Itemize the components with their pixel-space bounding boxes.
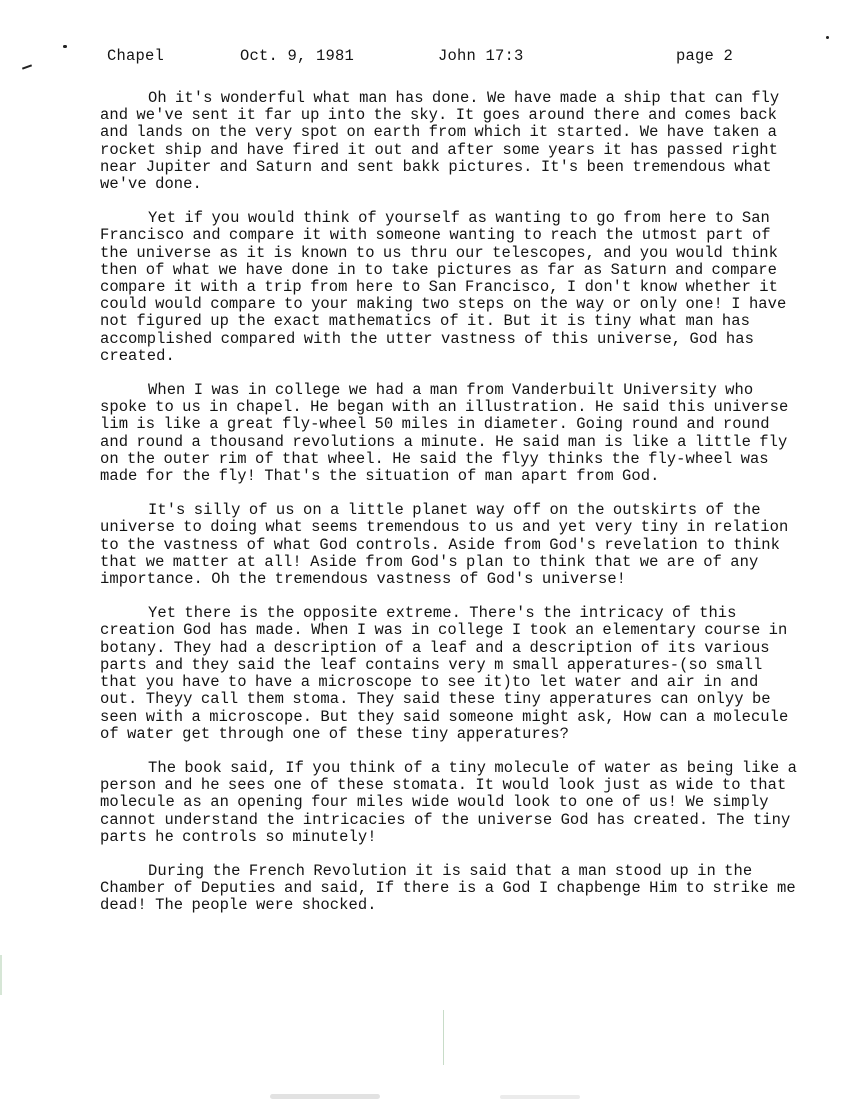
- scan-edge-mark: [0, 955, 2, 995]
- sermon-body: [100, 90, 800, 932]
- paragraph-san-francisco: Yet if you would think of yourself as wanting to go from here to San Francisco and compare it with someone wanting to reach the utmost part of the universe as it is known to us thru our telescopes, and you would think then of what we have done in to take pictures as far as Saturn and compare compare it with a trip from here to San Francisco, I don't know whether it could would compare to your making two steps on the way or only one! I have not figured up the exact mathematics of it. But it is tiny what man has accomplished compared with the utter vastness of this universe, God has created.: [100, 209, 787, 365]
- page-header: [0, 47, 853, 67]
- header-date: Oct. 9, 1981: [240, 47, 355, 65]
- scan-smudge: [270, 1094, 380, 1099]
- header-location: Chapel: [107, 47, 165, 65]
- scan-smudge: [500, 1095, 580, 1099]
- paragraph-fly-wheel: When I was in college we had a man from Vanderbuilt University who spoke to us in chapel. He began with an illustration. He said this universe lim is like a great fly-wheel 50 miles in diameter. Going round and round and round a thousand revolutions a minute. He said man is like a little fly on the outer rim of that wheel. He said the flyy thinks the fly-wheel was made for the fly! That's the situation of man apart from God.: [100, 381, 789, 486]
- scan-speck: [826, 36, 829, 39]
- paragraph-man-achievements: Oh it's wonderful what man has done. We have made a ship that can fly and we've sent it far up into the sky. It goes around there and comes back and lands on the very spot on earth from which it started. We have taken a rocket ship and have fired it out and after some years it has passed right near Jupiter and Saturn and sent bakk pictures. It's been tremendous what we've done.: [100, 89, 780, 194]
- paragraph-french-revolution: During the French Revolution it is said that a man stood up in the Chamber of Deputies and said, If there is a God I chapbenge Him to strike me dead! The people were shocked.: [100, 861, 796, 915]
- header-scripture: John 17:3: [438, 47, 524, 65]
- header-page-number: page 2: [676, 47, 734, 65]
- paragraph-molecule: The book said, If you think of a tiny molecule of water as being like a person and he sees one of these stomata. It would look just as wide to that molecule as an opening four miles wide would look to one of us! We simply cannot understand the intricacies of the universe God has created. The tiny parts he controls so minutely!: [100, 758, 797, 846]
- scan-fold-line: [443, 1010, 444, 1065]
- paragraph-botany: Yet there is the opposite extreme. There's the intricacy of this creation God has made. When I was in college I took an elementary course in botany. They had a description of a leaf and a description of its various parts and they said the leaf contains very m small apperatures-(so small that you have to have a microscope to see it)to let water and air in and out. Theyy call them stoma. They said these tiny apperatures can onlyy be seen with a microscope. But they said someone might ask, How can a molecule of water get through one of these tiny apperatures?: [100, 604, 789, 743]
- paragraph-little-planet: It's silly of us on a little planet way off on the outskirts of the universe to doing what seems tremendous to us and yet very tiny in relation to the vastness of what God controls. Aside from God's revelation to think that we matter at all! Aside from God's plan to think that we are of any importance. Oh the tremendous vastness of God's universe!: [100, 501, 789, 589]
